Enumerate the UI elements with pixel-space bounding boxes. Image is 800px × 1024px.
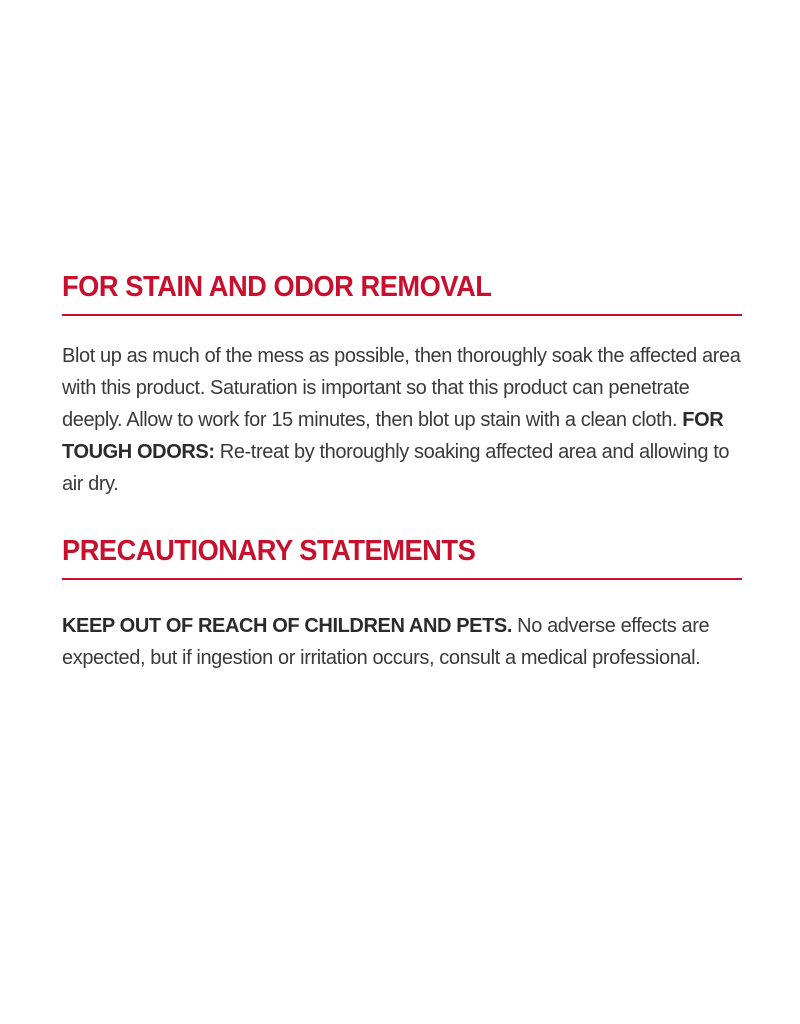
tough-odors-label: FOR TOUGH ODORS: xyxy=(62,409,724,463)
stain-odor-heading: FOR STAIN AND ODOR REMOVAL xyxy=(62,271,492,303)
section-heading-wrap xyxy=(62,270,742,314)
heading-divider xyxy=(62,314,742,316)
precaution-details: No adverse effects are expected, but if ingestion or irritation occurs, consult a medical professional. xyxy=(62,615,710,669)
keep-out-of-reach-label: KEEP OUT OF REACH OF CHILDREN AND PETS. xyxy=(62,615,512,637)
precautionary-text xyxy=(62,610,742,674)
section-heading-wrap xyxy=(62,534,742,578)
stain-odor-instructions xyxy=(62,340,742,500)
precautionary-heading: PRECAUTIONARY STATEMENTS xyxy=(62,535,476,567)
label-panel xyxy=(62,270,742,674)
precautionary-section xyxy=(62,534,742,674)
stain-odor-section xyxy=(62,270,742,500)
heading-divider xyxy=(62,578,742,580)
tough-odors-text: Re-treat by thoroughly soaking affected area and allowing to air dry. xyxy=(62,441,730,495)
instructions-text: Blot up as much of the mess as possible, then thoroughly soak the affected area with this product. Saturation is important so that this product can penetrate deeply. Allow to work for 15 minutes, then blot up stain with a clean cloth. xyxy=(62,345,741,431)
